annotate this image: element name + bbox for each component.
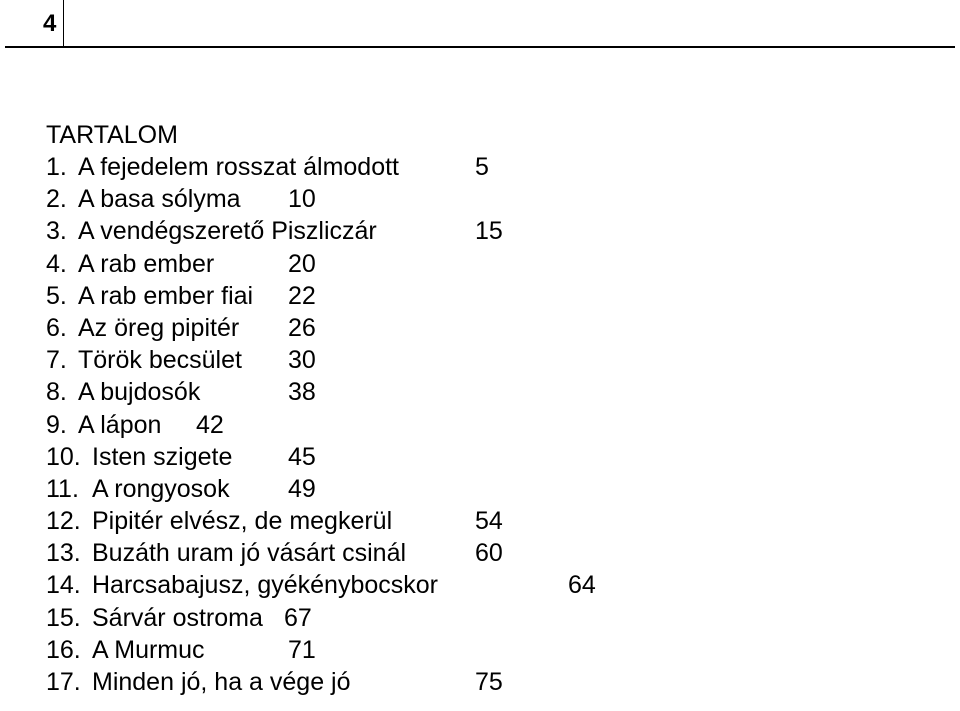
toc-entry-page: 26 [288,313,316,342]
toc-entry-page: 38 [288,378,316,407]
toc-entry-page: 5 [475,153,489,181]
toc-entry-page: 75 [475,668,503,696]
toc-entry-title: Sárvár ostroma [92,603,263,632]
toc-entry-page: 15 [475,217,503,246]
toc-entry-number: 7. [46,346,67,375]
toc-entry-title: Pipitér elvész, de megkerül [92,507,393,536]
toc-entry-page: 54 [475,507,503,536]
page-number: 4 [43,10,57,37]
toc-entry-title: A vendégszerető Piszliczár [78,217,377,246]
toc-entry-page: 64 [568,571,596,600]
toc-entry-title: A lápon [78,410,162,439]
toc-title: TARTALOM [46,121,178,149]
header-rule [5,46,955,48]
header-tick-divider [63,0,64,47]
toc-entry-page: 49 [288,474,316,503]
toc-entry-number: 17. [46,668,81,696]
toc-entry-number: 11. [46,474,79,503]
toc-entry-title: A basa sólyma [78,185,241,214]
toc-entry-page: 67 [284,603,312,632]
toc-entry-page: 20 [288,249,316,278]
toc-entry-number: 16. [46,635,81,664]
toc-entry-page: 30 [288,346,316,375]
toc-entry-page: 42 [196,410,224,439]
toc-entry-title: Isten szigete [92,442,233,471]
toc-entry-page: 45 [288,442,316,471]
toc-entry-number: 14. [46,571,81,600]
toc-entry-title: Minden jó, ha a vége jó [92,668,351,696]
toc-entry-title: Buzáth uram jó vásárt csinál [92,539,407,568]
toc-entry-page: 10 [288,185,316,214]
toc-entry-number: 2. [46,185,67,214]
toc-entry-title: Az öreg pipitér [78,313,240,342]
toc-entry-number: 10. [46,442,81,471]
toc-entry-number: 1. [46,153,67,181]
toc-entry-title: Török becsület [78,346,242,375]
toc-entry-page: 71 [288,635,316,664]
toc-entry-number: 4. [46,249,67,278]
toc-entry-title: A rab ember [78,249,215,278]
toc-entry-number: 5. [46,281,67,310]
toc-entry-title: A rab ember fiai [78,281,254,310]
toc-entry-page: 22 [288,281,316,310]
toc-entry-title: Harcsabajusz, gyékénybocskor [92,571,438,600]
toc-entry-page: 60 [475,539,503,568]
toc-entry-number: 9. [46,410,67,439]
toc-entry-number: 12. [46,507,81,536]
toc-entry-title: A Murmuc [92,635,205,664]
toc-entry-number: 6. [46,313,67,342]
toc-entry-title: A rongyosok [92,474,230,503]
toc-entry-number: 15. [46,603,81,632]
toc-entry-number: 13. [46,539,81,568]
toc-entry-title: A fejedelem rosszat álmodott [78,153,399,181]
toc-entry-number: 8. [46,378,67,407]
toc-entry-number: 3. [46,217,67,246]
toc-entry-title: A bujdosók [78,378,201,407]
